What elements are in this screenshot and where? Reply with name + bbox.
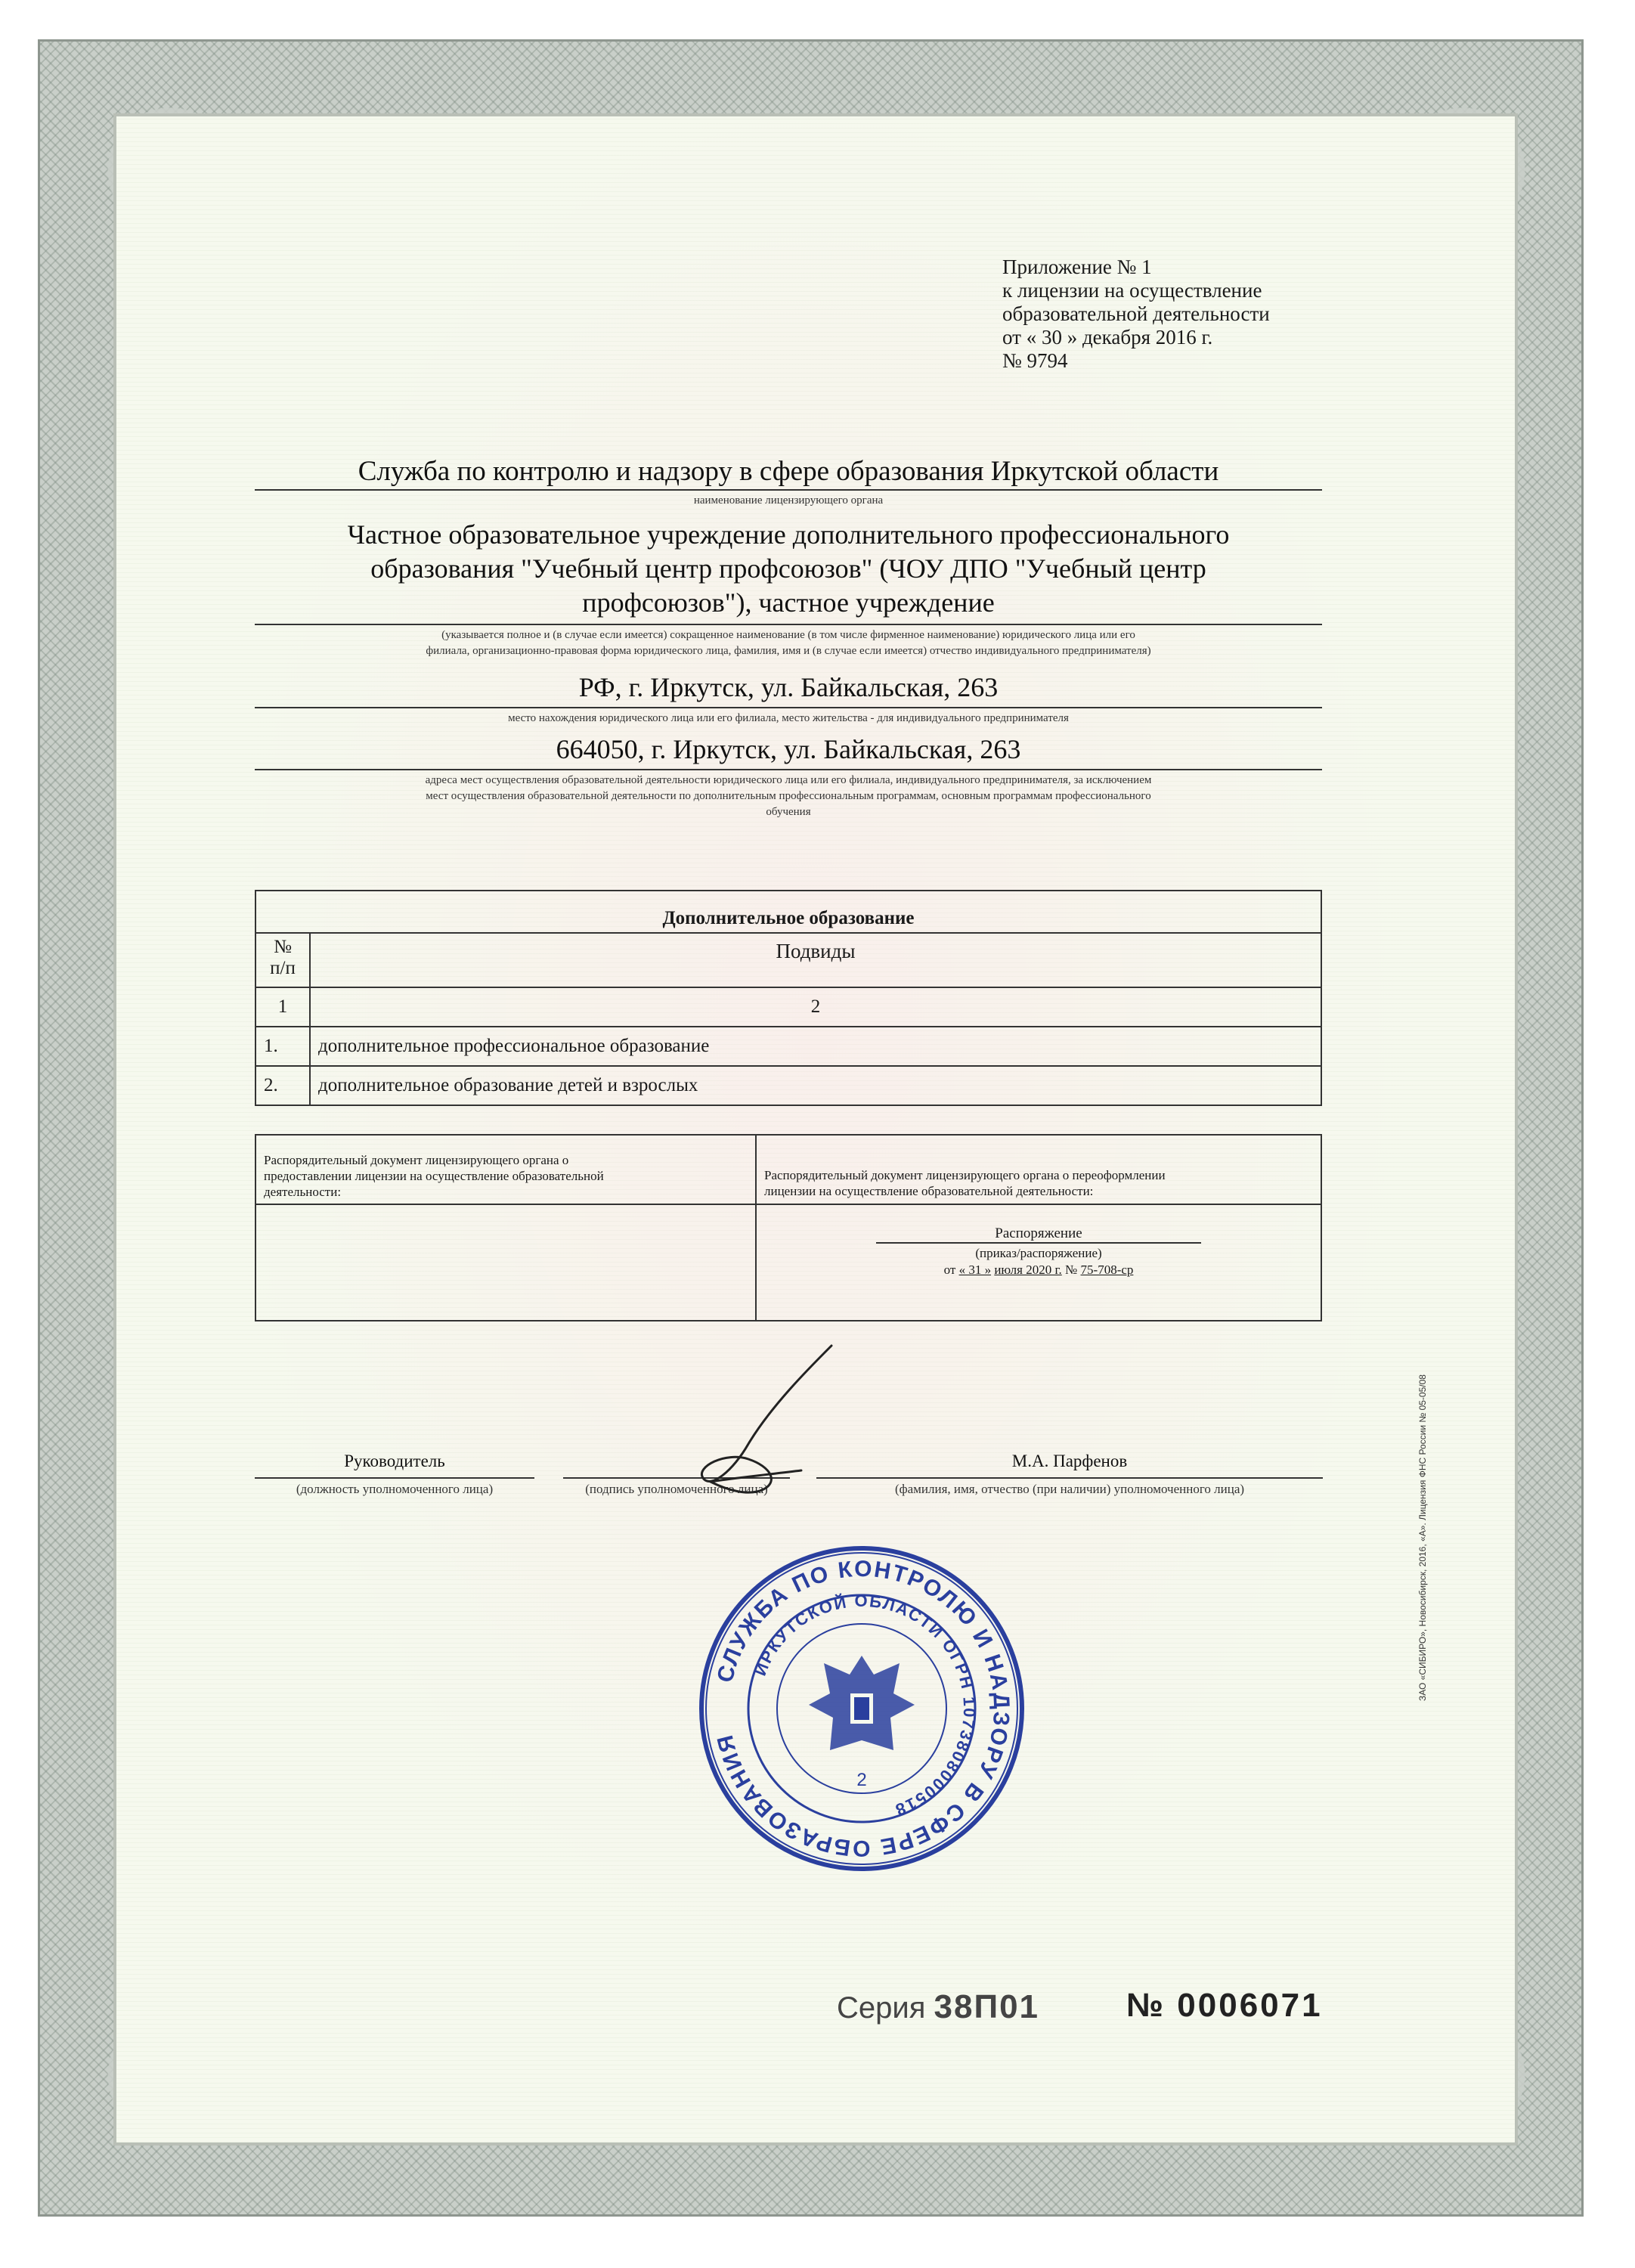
grant-document-label bbox=[255, 1135, 756, 1204]
organization-caption-2: филиала, организационно-правовая форма юридического лица, фамилия, имя и (в случае если имеется) отчество индивидуального предпринимателя) bbox=[426, 645, 1151, 657]
grant-document-value bbox=[255, 1204, 756, 1321]
table-title-row bbox=[255, 891, 1321, 933]
reissue-document-value bbox=[756, 1204, 1321, 1321]
authority-name: Служба по контролю и надзору в сфере образования Иркутской области bbox=[358, 456, 1219, 487]
signer-name: М.А. Парфенов bbox=[1011, 1452, 1128, 1470]
appendix-header bbox=[1002, 256, 1350, 373]
table-index-2: 2 bbox=[310, 987, 1321, 1027]
organization-line bbox=[255, 624, 1322, 625]
table-header-subtypes: Подвиды bbox=[310, 933, 1321, 987]
form-series-label: Серия bbox=[837, 1991, 926, 2025]
activity-address-line bbox=[255, 769, 1322, 770]
organization-line-2: образования "Учебный центр профсоюзов" (ЧОУ ДПО "Учебный центр bbox=[370, 553, 1206, 584]
appendix-line-1: Приложение № 1 bbox=[1002, 256, 1152, 278]
activity-address-value: 664050, г. Иркутск, ул. Байкальская, 263 bbox=[556, 734, 1021, 764]
activity-address-caption-2: мест осуществления образовательной деятельности по дополнительным профессиональным программам, основным программам профессионального bbox=[426, 790, 1151, 802]
table-row-text: дополнительное профессиональное образование bbox=[310, 1027, 1321, 1066]
documents-values-row bbox=[255, 1204, 1321, 1321]
handwritten-signature bbox=[658, 1338, 854, 1504]
table-row bbox=[255, 1066, 1321, 1105]
form-series-value: 38П01 bbox=[934, 1988, 1040, 2025]
order-number-prefix: № bbox=[1065, 1263, 1078, 1277]
documents-labels-row bbox=[255, 1135, 1321, 1204]
activity-address-caption-3: обучения bbox=[766, 806, 811, 818]
signer-name-caption: (фамилия, имя, отчество (при наличии) уполномоченного лица) bbox=[894, 1482, 1245, 1496]
appendix-line-3: образовательной деятельности bbox=[1002, 302, 1270, 325]
reissue-document-label bbox=[756, 1135, 1321, 1204]
seal-center-number: 2 bbox=[856, 1770, 867, 1790]
form-number-label: № bbox=[1126, 1987, 1166, 2024]
education-table bbox=[255, 890, 1322, 1106]
location-value: РФ, г. Иркутск, ул. Байкальская, 263 bbox=[578, 672, 999, 702]
signer-position-caption: (должность уполномоченного лица) bbox=[296, 1482, 494, 1496]
table-header-number bbox=[255, 933, 310, 987]
order-date-number bbox=[757, 1262, 1320, 1278]
order-type: Распоряжение bbox=[876, 1225, 1201, 1244]
table-row-text: дополнительное образование детей и взрослых bbox=[310, 1066, 1321, 1105]
table-title: Дополнительное образование bbox=[255, 891, 1321, 933]
order-date-prefix: от bbox=[943, 1263, 956, 1277]
table-header-number-line-2: п/п bbox=[270, 958, 296, 978]
authority-line bbox=[255, 489, 1322, 491]
form-number-value: 0006071 bbox=[1177, 1987, 1323, 2024]
table-row-number: 2. bbox=[255, 1066, 310, 1105]
order-type-caption: (приказ/распоряжение) bbox=[975, 1246, 1102, 1260]
printer-note: ЗАО «СИБИРО», Новосибирск, 2016, «А». Лицензия ФНС России № 05-05/08 bbox=[1417, 1374, 1428, 1701]
table-header-number-line-1: № bbox=[274, 937, 292, 957]
signer-position: Руководитель bbox=[344, 1452, 445, 1470]
authority-caption: наименование лицензирующего органа bbox=[693, 494, 884, 507]
eagle-emblem-icon bbox=[809, 1656, 915, 1750]
seal-outer-text: СЛУЖБА ПО КОНТРОЛЮ И НАДЗОРУ В СФЕРЕ ОБРАЗОВАНИЯ bbox=[712, 1556, 1014, 1861]
form-series bbox=[837, 1988, 1039, 2026]
appendix-line-4: от « 30 » декабря 2016 г. bbox=[1002, 326, 1213, 349]
table-header-row bbox=[255, 933, 1321, 987]
signature-caption: (подпись уполномоченного лица) bbox=[585, 1482, 768, 1496]
order-month-year: июля 2020 г. bbox=[994, 1263, 1062, 1277]
organization-line-1: Частное образовательное учреждение дополнительного профессионального bbox=[347, 519, 1230, 550]
order-number: 75-708-ср bbox=[1080, 1263, 1134, 1277]
official-seal-graphic bbox=[695, 1542, 1028, 1875]
table-index-1: 1 bbox=[255, 987, 310, 1027]
appendix-line-2: к лицензии на осуществление bbox=[1002, 279, 1262, 302]
organization-line-3: профсоюзов"), частное учреждение bbox=[582, 587, 995, 618]
location-caption: место нахождения юридического лица или его филиала, место жительства - для индивидуального предпринимателя bbox=[508, 712, 1069, 724]
table-index-row bbox=[255, 987, 1321, 1027]
reissue-document-label-line-1: Распорядительный документ лицензирующего органа о переоформлении bbox=[764, 1168, 1166, 1182]
grant-document-label-line-1: Распорядительный документ лицензирующего органа о bbox=[264, 1153, 569, 1167]
organization-caption-1: (указывается полное и (в случае если имеется) сокращенное наименование (в том числе фирменное наименование) юридического лица или его bbox=[441, 629, 1135, 641]
seal-inner-text: ИРКУТСКОЙ ОБЛАСТИ ОГРН 1073808000518 bbox=[750, 1591, 980, 1820]
location-line bbox=[255, 707, 1322, 708]
signer-name-line bbox=[816, 1477, 1323, 1479]
activity-address-caption-1: адреса мест осуществления образовательной деятельности юридического лица или его филиала, индивидуального предпринимателя, за исключением bbox=[425, 774, 1152, 786]
signer-position-line bbox=[255, 1477, 534, 1479]
documents-table bbox=[255, 1134, 1322, 1321]
table-row bbox=[255, 1027, 1321, 1066]
grant-document-label-line-2: предоставлении лицензии на осуществление образовательной bbox=[264, 1169, 604, 1183]
order-day: « 31 » bbox=[958, 1263, 992, 1277]
table-row-number: 1. bbox=[255, 1027, 310, 1066]
appendix-line-5: № 9794 bbox=[1002, 349, 1068, 372]
form-number bbox=[1126, 1987, 1323, 2025]
reissue-document-label-line-2: лицензии на осуществление образовательной деятельности: bbox=[764, 1184, 1094, 1198]
grant-document-label-line-3: деятельности: bbox=[264, 1185, 342, 1199]
official-seal bbox=[695, 1542, 1028, 1875]
